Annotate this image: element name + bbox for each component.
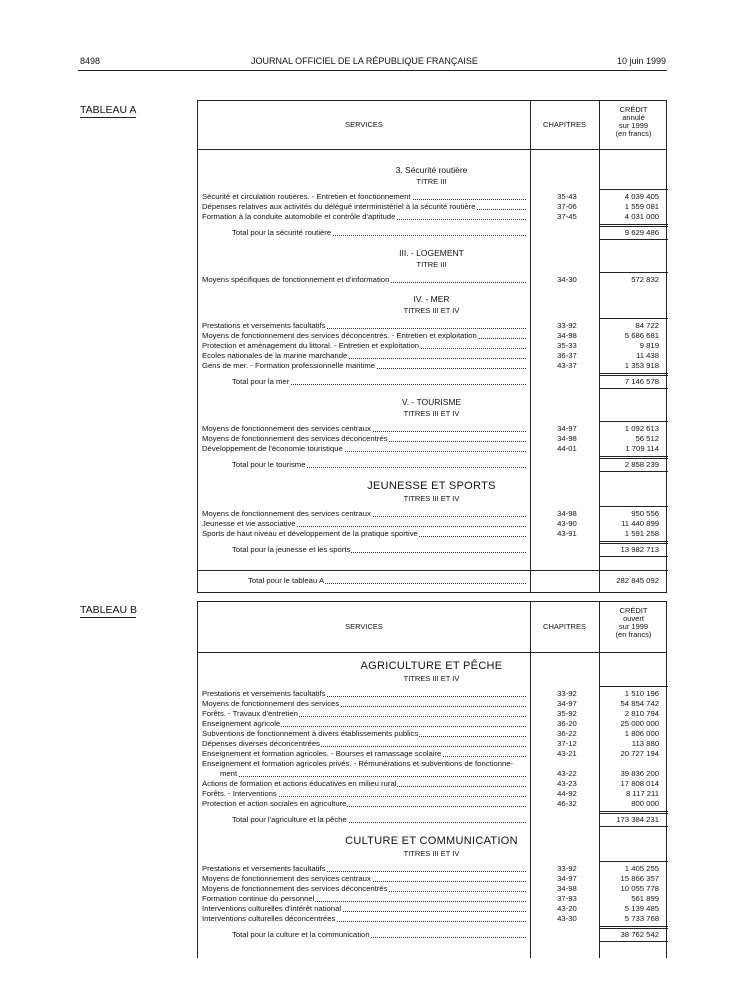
tableau-b-total-amount: 173 384 231 [616, 815, 659, 824]
tableau-a-row-amount: 11 438 [636, 351, 659, 360]
tableau-b-label: TABLEAU B [80, 604, 137, 616]
tableau-a-row-amount: 11 440 899 [621, 519, 659, 528]
tableau-b-row-amount: 1 510 196 [624, 689, 659, 698]
tableau-a-row-text: Jeunesse et vie associative [202, 519, 296, 528]
tableau-a-total-amount: 9 629 486 [624, 228, 659, 237]
tableau-b-row-chapitre: 44-92 [557, 789, 577, 798]
tableau-a-amount-rule [599, 318, 668, 319]
tableau-a-row-chapitre: 43-37 [557, 361, 577, 370]
tableau-a-section-subtitle: TITRES III ET IV [403, 409, 460, 418]
tableau-b-row-amount: 8 117 211 [625, 789, 659, 798]
tableau-a-row-amount: 1 591 258 [624, 529, 659, 538]
tableau-a-row [202, 274, 664, 285]
tableau-b-row-label [202, 758, 530, 769]
tableau-a-label: TABLEAU A [80, 104, 137, 116]
tableau-b-row-label [202, 913, 530, 924]
tableau-a-row-text: Prestations et versements facultatifs [202, 321, 326, 330]
tableau-b-total-label [232, 929, 530, 940]
tableau-b-section-title: CULTURE ET COMMUNICATION [345, 835, 518, 847]
tableau-b-row-chapitre: 34-97 [557, 699, 577, 708]
tableau-a-row-label [202, 443, 530, 454]
tableau-a-section-title: IV. - MER [413, 294, 450, 304]
tableau-a-total-rule [599, 458, 668, 459]
tableau-b-row-amount: 5 733 768 [624, 914, 659, 923]
tableau-b-row-amount: 1 405 255 [624, 864, 659, 873]
tableau-a-row-text: Moyens de fonctionnement des services déconcentrés. - Entretien et exploitation [202, 331, 477, 340]
tableau-a-section-subtitle: TITRE III [416, 177, 447, 186]
tableau-a-grand-total-amount: 282 845 092 [616, 576, 659, 585]
tableau-b-row-amount: 113 880 [631, 739, 659, 748]
tableau-b-row-amount: 20 727 194 [620, 749, 659, 758]
tableau-a-section-title: III. - LOGEMENT [399, 248, 464, 258]
tableau-a-total-rule [599, 541, 668, 542]
tableau-b-row-amount: 5 139 485 [624, 904, 659, 913]
tableau-a-total-text: Total pour le tourisme [232, 460, 306, 469]
tableau-b-total-rule [599, 826, 668, 827]
tableau-b-row-text: Forêts. - Travaux d'entretien [202, 709, 298, 718]
tableau-b-row-amount: 25 000 000 [620, 719, 659, 728]
tableau-a-row-amount: 9 819 [639, 341, 659, 350]
tableau-a-row-text: Moyens de fonctionnement des services centraux [202, 424, 371, 433]
tableau-b-row-chapitre: 36-20 [557, 719, 577, 728]
tableau-b-row-amount: 54 854 742 [620, 699, 659, 708]
tableau-b-section-subtitle: TITRES III ET IV [403, 849, 460, 858]
tableau-a-section-subtitle: TITRES III ET IV [403, 494, 460, 503]
tableau-b-row [202, 913, 664, 924]
tableau-a-row-chapitre: 36-37 [557, 351, 577, 360]
tableau-a-row-amount: 84 722 [635, 321, 659, 330]
tableau-b-col-credit [599, 607, 668, 639]
tableau-b-row-text: Enseignement et formation agricoles. - Bourses et ramassage scolaire [202, 749, 442, 758]
tableau-a-total-rule [599, 543, 668, 544]
tableau-a-total-text: Total pour la jeunesse et les sports [232, 545, 351, 554]
tableau-a-total-rule [599, 224, 668, 225]
tableau-a-row-amount: 1 092 613 [624, 424, 659, 433]
tableau-b-row-chapitre: 43-22 [557, 769, 577, 778]
tableau-b-amount-rule [599, 861, 668, 862]
tableau-a-section-subtitle: TITRES III ET IV [403, 306, 460, 315]
tableau-b-table [197, 601, 667, 958]
tableau-b-row-text: Moyens de fonctionnement des services déconcentrés [202, 884, 388, 893]
tableau-b-row-chapitre: 33-92 [557, 689, 577, 698]
tableau-a-row-text: Moyens spécifiques de fonctionnement et d'information [202, 275, 390, 284]
tableau-a-row-text: Ecoles nationales de la marine marchande [202, 351, 348, 360]
tableau-b-row-chapitre: 43-21 [557, 749, 577, 758]
tableau-a-row-text: Sécurité et circulation routières. - Entretien et fonctionnement [202, 192, 411, 201]
tableau-b-row-chapitre: 36-22 [557, 729, 577, 738]
tableau-b-total-text: Total pour l'agriculture et la pêche [232, 815, 347, 824]
tableau-b-row-text: Prestations et versements facultatifs [202, 689, 326, 698]
tableau-b-row-amount: 1 806 000 [624, 729, 659, 738]
tableau-b-row-text: Actions de formation et actions éducatives en milieu rural [202, 779, 397, 788]
tableau-a-total-rule [599, 239, 668, 240]
tableau-a-row-amount: 4 039 405 [624, 192, 659, 201]
tableau-b-col-credit-line: CRÉDIT [619, 606, 648, 615]
tableau-b-row-amount: 15 866 357 [620, 874, 659, 883]
header-rule [78, 70, 667, 71]
tableau-b-row-text: Enseignement et formation agricoles privés. - Rémunérations et subventions de fonctionne- [202, 759, 514, 768]
tableau-b-total-amount: 38 762 542 [620, 930, 659, 939]
tableau-b-total-rule [599, 941, 668, 942]
tableau-a-row-chapitre: 34-97 [557, 424, 577, 433]
tableau-b-col-credit-line: sur 1999 [618, 622, 649, 631]
tableau-b-row-text: Moyens de fonctionnement des services [202, 699, 340, 708]
tableau-b-col-credit-line: (en francs) [615, 630, 652, 639]
tableau-a-grand-total-label [248, 575, 530, 586]
tableau-a-row-text: Formation à la conduite automobile et contrôle d'aptitude [202, 212, 396, 221]
tableau-a-row-chapitre: 33-92 [557, 321, 577, 330]
tableau-a-total-amount: 2 858 239 [624, 460, 659, 469]
tableau-a-row-chapitre: 34-98 [557, 509, 577, 518]
tableau-a-row [202, 360, 664, 371]
tableau-a-row-text: Protection et aménagement du littoral. - Entretien et exploitation [202, 341, 420, 350]
tableau-a-col-credit [599, 106, 668, 138]
tableau-a-total-label [232, 376, 530, 387]
tableau-a-total-rule [599, 471, 668, 472]
tableau-b-total-row [202, 814, 664, 825]
tableau-a-row [202, 211, 664, 222]
tableau-a-col-credit-line: (en francs) [615, 129, 652, 138]
tableau-b-total-row [202, 929, 664, 940]
tableau-a-amount-rule [599, 189, 668, 190]
tableau-a-total-rule [599, 373, 668, 374]
tableau-b-row-text: Dépenses diverses déconcentrées [202, 739, 320, 748]
tableau-a-row-amount: 5 686 681 [624, 331, 659, 340]
tableau-a-row-chapitre: 44-01 [557, 444, 577, 453]
tableau-a-section-title: JEUNESSE ET SPORTS [367, 480, 496, 492]
tableau-b-row-text: Prestations et versements facultatifs [202, 864, 326, 873]
tableau-a-total-text: Total pour la sécurité routière [232, 228, 332, 237]
tableau-b-row-text: Interventions culturelles déconcentrées [202, 914, 336, 923]
tableau-a-row-label [202, 211, 530, 222]
journal-title: JOURNAL OFFICIEL DE LA RÉPUBLIQUE FRANÇAISE [251, 56, 478, 66]
tableau-a-row-chapitre: 34-98 [557, 434, 577, 443]
tableau-b-row-text: Forêts. - Interventions [202, 789, 277, 798]
tableau-b-total-rule [599, 813, 668, 814]
tableau-b-row-text: Formation continue du personnel [202, 894, 315, 903]
tableau-a-row [202, 443, 664, 454]
tableau-a-total-row [202, 227, 664, 238]
tableau-b-amount-rule [599, 686, 668, 687]
tableau-a-row-amount: 1 559 081 [624, 202, 659, 211]
tableau-a-row-text: Dépenses relatives aux activités du délégué interministériel à la sécurité routière [202, 202, 476, 211]
tableau-a-row-text: Sports de haut niveau et développement de la pratique sportive [202, 529, 418, 538]
tableau-b-row-chapitre: 43-30 [557, 914, 577, 923]
tableau-a-row-chapitre: 43-90 [557, 519, 577, 528]
tableau-a-row-chapitre: 34-30 [557, 275, 577, 284]
tableau-b-row-text: Protection et action sociales en agriculture [202, 799, 347, 808]
tableau-a-row-text: Développement de l'économie touristique [202, 444, 343, 453]
tableau-a-amount-rule [599, 272, 668, 273]
tableau-b-row-text: ment [220, 769, 238, 778]
tableau-b-row-amount: 10 055 778 [620, 884, 659, 893]
tableau-a-row-text: Moyens de fonctionnement des services déconcentrés [202, 434, 388, 443]
tableau-b-row-chapitre: 35-92 [557, 709, 577, 718]
tableau-b-row-label [202, 798, 530, 809]
tableau-a-total-row [202, 544, 664, 555]
tableau-a-row-amount: 56 512 [635, 434, 659, 443]
tableau-b-total-rule [599, 811, 668, 812]
tableau-a-section-title: V. - TOURISME [401, 397, 462, 407]
tableau-b-section-subtitle: TITRES III ET IV [403, 674, 460, 683]
tableau-a-grand-total-row [202, 575, 664, 586]
tableau-b-section-title: AGRICULTURE ET PÊCHE [360, 660, 503, 672]
tableau-b-col-services: SERVICES [345, 622, 383, 631]
tableau-a-row-text: Moyens de fonctionnement des services centraux [202, 509, 371, 518]
tableau-a-grand-total-rule [198, 570, 668, 571]
tableau-a-row-amount: 572 832 [631, 275, 659, 284]
tableau-b-total-rule [599, 928, 668, 929]
tableau-a-section-subtitle: TITRE III [416, 260, 447, 269]
tableau-a-table [197, 100, 667, 593]
tableau-a-row-chapitre: 37-45 [557, 212, 577, 221]
tableau-a-col-credit-line: sur 1999 [618, 121, 649, 130]
tableau-b-row-text: Moyens de fonctionnement des services centraux [202, 874, 371, 883]
tableau-a-col-credit-line: CRÉDIT [619, 105, 648, 114]
tableau-b-col-credit-line: ouvert [623, 614, 644, 623]
tableau-a-grand-total-text: Total pour le tableau A [248, 576, 325, 585]
tableau-b-row-chapitre: 46-32 [557, 799, 577, 808]
tableau-a-row-label [202, 274, 530, 285]
tableau-b-row-chapitre: 43-20 [557, 904, 577, 913]
tableau-b-row-text: Interventions culturelles d'intérêt national [202, 904, 342, 913]
tableau-b-row-chapitre: 37-12 [557, 739, 577, 748]
tableau-b-row-chapitre: 43-23 [557, 779, 577, 788]
tableau-a-total-rule [599, 456, 668, 457]
tableau-b-row-chapitre: 33-92 [557, 864, 577, 873]
tableau-a-total-label [232, 459, 530, 470]
tableau-a-total-row [202, 459, 664, 470]
tableau-a-row-amount: 1 709 114 [625, 444, 659, 453]
tableau-a-total-rule [599, 388, 668, 389]
tableau-a-total-label [232, 544, 530, 555]
tableau-a-row-label [202, 360, 530, 371]
tableau-a-row-chapitre: 43-91 [557, 529, 577, 538]
tableau-a-col-chapitres: CHAPITRES [543, 120, 586, 129]
tableau-a-total-amount: 7 146 578 [624, 377, 659, 386]
tableau-a-total-row [202, 376, 664, 387]
tableau-b-total-label [232, 814, 530, 825]
tableau-a-row-amount: 4 031 000 [624, 212, 659, 221]
tableau-b-row-amount: 2 810 794 [624, 709, 659, 718]
tableau-a-total-rule [599, 375, 668, 376]
tableau-b-row-chapitre: 34-97 [557, 874, 577, 883]
tableau-a-row-amount: 950 556 [631, 509, 659, 518]
page-number: 8498 [80, 56, 101, 66]
publication-date: 10 juin 1999 [617, 56, 667, 66]
tableau-b-total-rule [599, 926, 668, 927]
tableau-a-row-chapitre: 35-33 [557, 341, 577, 350]
tableau-b-row-chapitre: 37-93 [557, 894, 577, 903]
tableau-a-rule [80, 117, 136, 118]
tableau-a-row-chapitre: 37-06 [557, 202, 577, 211]
tableau-a-row [202, 528, 664, 539]
tableau-b-leader-dots [220, 776, 526, 777]
tableau-a-total-amount: 13 982 713 [620, 545, 659, 554]
tableau-a-amount-rule [599, 421, 668, 422]
tableau-b-row-amount: 561 899 [631, 894, 659, 903]
tableau-a-total-rule [599, 556, 668, 557]
tableau-b-col-chapitres: CHAPITRES [543, 622, 586, 631]
tableau-b-row-amount: 39 836 200 [620, 769, 659, 778]
tableau-a-row-label [202, 528, 530, 539]
tableau-a-row-amount: 1 353 918 [624, 361, 659, 370]
tableau-b-row-amount: 800 000 [631, 799, 659, 808]
tableau-a-total-text: Total pour la mer [232, 377, 290, 386]
tableau-b-rule [80, 617, 136, 618]
tableau-b-total-text: Total pour la culture et la communication [232, 930, 370, 939]
tableau-a-total-rule [599, 226, 668, 227]
tableau-a-col-services: SERVICES [345, 120, 383, 129]
tableau-a-section-title: 3. Sécurité routière [395, 165, 468, 175]
tableau-a-col-credit-line: annulé [622, 113, 645, 122]
tableau-b-row [202, 798, 664, 809]
tableau-a-row-text: Gens de mer. - Formation professionnelle maritime [202, 361, 376, 370]
tableau-a-row-chapitre: 34-98 [557, 331, 577, 340]
tableau-a-row-chapitre: 35-43 [557, 192, 577, 201]
tableau-a-amount-rule [599, 506, 668, 507]
tableau-b-row-amount: 17 808 014 [620, 779, 659, 788]
tableau-b-row-chapitre: 34-98 [557, 884, 577, 893]
tableau-a-total-label [232, 227, 530, 238]
tableau-b-row-text: Subventions de fonctionnement à divers établissements publics [202, 729, 419, 738]
tableau-b-row-text: Enseignement agricole [202, 719, 281, 728]
